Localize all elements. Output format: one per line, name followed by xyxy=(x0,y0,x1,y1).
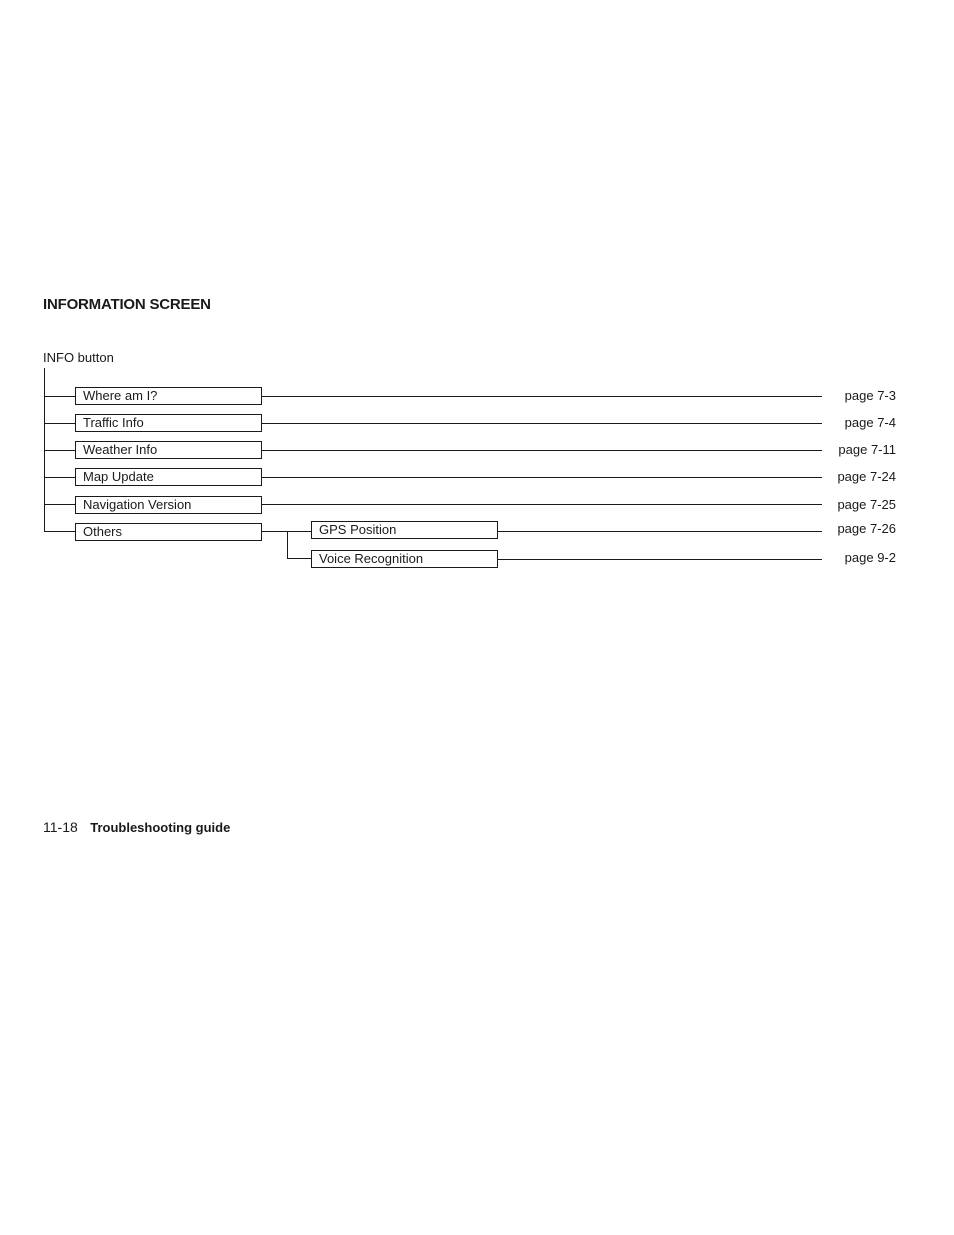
menu-subitem-voice-recognition: Voice Recognition xyxy=(311,550,498,568)
menu-item-traffic-info: Traffic Info xyxy=(75,414,262,432)
menu-item-weather-info: Weather Info xyxy=(75,441,262,459)
leader-line-gps-position xyxy=(498,531,822,532)
page-ref-map-update: page 7-24 xyxy=(837,469,896,484)
branch-line-map-update xyxy=(44,477,75,478)
branch-line-voice-recognition xyxy=(287,558,312,559)
branch-line-traffic-info xyxy=(44,423,75,424)
page-footer xyxy=(43,819,230,837)
leader-line-weather-info xyxy=(262,450,822,451)
leader-line-voice-recognition xyxy=(498,559,822,560)
sub-trunk-line xyxy=(287,531,288,559)
page-ref-voice-recognition: page 9-2 xyxy=(844,550,896,565)
leader-line-map-update xyxy=(262,477,822,478)
info-button-label: INFO button xyxy=(43,350,114,365)
page-ref-traffic-info: page 7-4 xyxy=(844,415,896,430)
menu-item-where-am-i: Where am I? xyxy=(75,387,262,405)
branch-line-navigation-version xyxy=(44,504,75,505)
menu-item-others: Others xyxy=(75,523,262,541)
page-ref-gps-position: page 7-26 xyxy=(837,521,896,536)
page-ref-navigation-version: page 7-25 xyxy=(837,497,896,512)
page-ref-where-am-i: page 7-3 xyxy=(844,388,896,403)
leader-line-navigation-version xyxy=(262,504,822,505)
branch-line-others xyxy=(44,531,75,532)
branch-line-weather-info xyxy=(44,450,75,451)
page-ref-weather-info: page 7-11 xyxy=(838,442,896,457)
menu-item-navigation-version: Navigation Version xyxy=(75,496,262,514)
footer-chapter-title: Troubleshooting guide xyxy=(90,820,231,835)
footer-page-number: 11-18 xyxy=(43,819,78,835)
branch-line-where-am-i xyxy=(44,396,75,397)
leader-line-where-am-i xyxy=(262,396,822,397)
menu-item-map-update: Map Update xyxy=(75,468,262,486)
menu-subitem-gps-position: GPS Position xyxy=(311,521,498,539)
section-title: INFORMATION SCREEN xyxy=(43,296,211,313)
leader-line-traffic-info xyxy=(262,423,822,424)
